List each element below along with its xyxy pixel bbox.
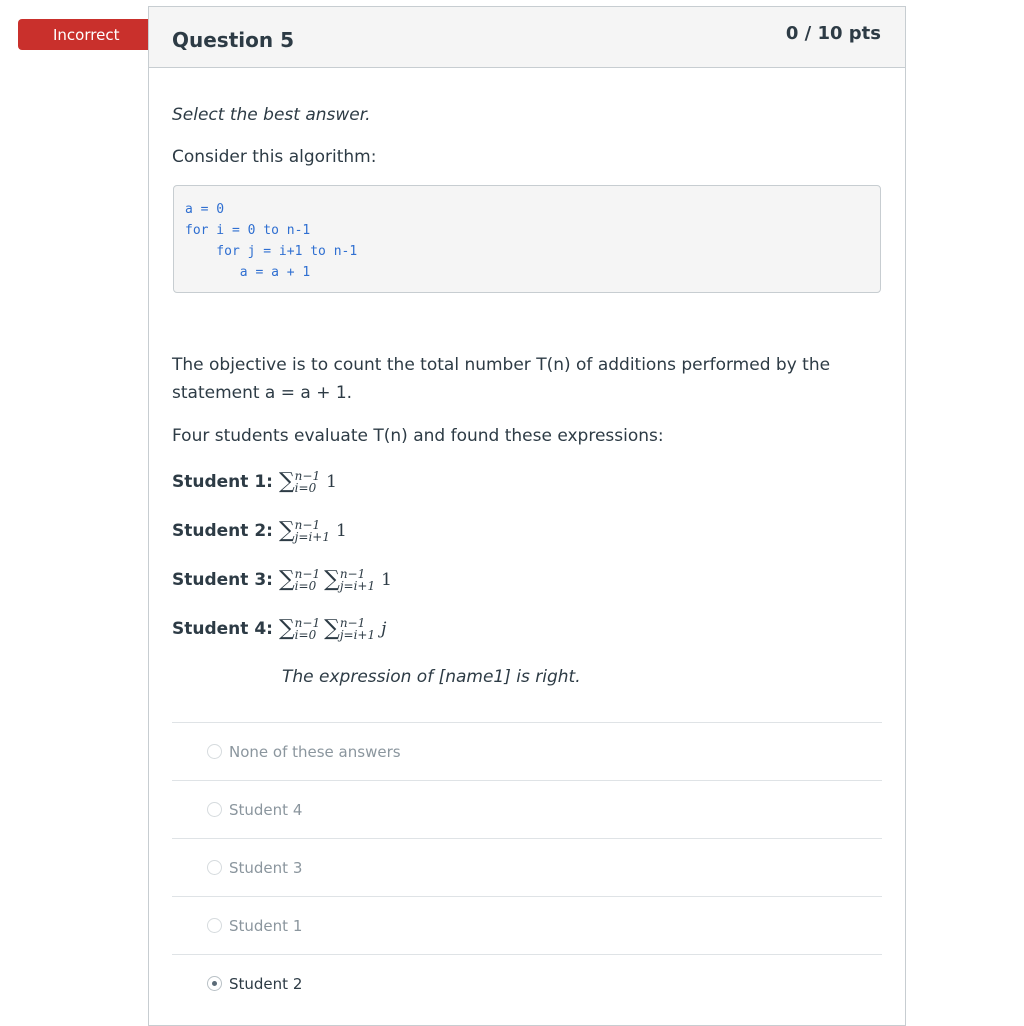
answer-label: Student 4 — [229, 800, 303, 819]
instruction-text: Select the best answer. — [172, 105, 371, 125]
radio-icon[interactable] — [207, 918, 222, 933]
question-title: Question 5 — [172, 28, 294, 52]
sum-symbol: ∑ — [278, 469, 295, 494]
student-label: Student 3: — [172, 570, 273, 590]
math-expression — [279, 617, 386, 641]
answer-option-selected[interactable] — [172, 954, 882, 1012]
objective-line-2: statement a = a + 1. — [172, 383, 353, 403]
sum-limits — [340, 617, 375, 641]
sum-limits — [295, 519, 330, 543]
objective-line-1: The objective is to count the total number T(n) of additions performed by the — [172, 355, 831, 375]
student-label: Student 2: — [172, 521, 273, 541]
code-line: for i = 0 to n-1 — [185, 223, 311, 238]
answer-label: Student 2 — [229, 974, 303, 993]
summand: 1 — [335, 521, 347, 541]
math-expression — [279, 519, 347, 543]
answer-list — [172, 722, 882, 1012]
upper-limit: n−1 — [339, 616, 366, 630]
answer-label: None of these answers — [229, 742, 401, 761]
summand: 1 — [326, 472, 337, 492]
answer-option[interactable] — [172, 896, 882, 954]
question-card — [148, 6, 906, 1026]
answer-option[interactable] — [172, 838, 882, 896]
answer-option[interactable] — [172, 780, 882, 838]
upper-limit: n−1 — [339, 567, 366, 581]
student-1-expression — [172, 470, 337, 494]
upper-limit: n−1 — [294, 567, 321, 581]
upper-limit: n−1 — [294, 616, 321, 630]
summand: j — [381, 619, 387, 639]
sum-limits — [295, 617, 320, 641]
lower-limit: j=i+1 — [294, 530, 330, 544]
student-label: Student 4: — [172, 619, 273, 639]
code-line: a = a + 1 — [185, 265, 311, 280]
lower-limit: j=i+1 — [339, 579, 376, 593]
upper-limit: n−1 — [294, 518, 321, 532]
sum-symbol: ∑ — [278, 518, 295, 543]
sum-symbol: ∑ — [324, 567, 340, 592]
summand: 1 — [381, 570, 392, 590]
question-header — [149, 7, 905, 68]
code-block — [173, 185, 881, 293]
sum-limits — [340, 568, 375, 592]
incorrect-badge — [18, 19, 149, 50]
math-expression — [279, 568, 392, 592]
sum-symbol: ∑ — [278, 567, 295, 592]
sum-symbol: ∑ — [324, 616, 340, 641]
student-2-expression — [172, 519, 347, 543]
radio-icon[interactable] — [207, 860, 222, 875]
code-line: for j = i+1 to n-1 — [185, 244, 358, 259]
lower-limit: j=i+1 — [339, 628, 376, 642]
four-students-text: Four students evaluate T(n) and found these expressions: — [172, 426, 664, 446]
student-label: Student 1: — [172, 472, 273, 492]
sum-symbol: ∑ — [278, 616, 295, 641]
upper-limit: n−1 — [294, 469, 321, 483]
answer-label: Student 3 — [229, 858, 303, 877]
student-4-expression — [172, 617, 386, 641]
consider-text: Consider this algorithm: — [172, 147, 377, 167]
radio-selected-icon[interactable] — [207, 976, 222, 991]
radio-icon[interactable] — [207, 802, 222, 817]
lower-limit: i=0 — [294, 628, 317, 642]
expression-statement: The expression of [name1] is right. — [282, 667, 581, 687]
lower-limit: i=0 — [294, 481, 317, 495]
sum-limits — [295, 470, 320, 494]
radio-icon[interactable] — [207, 744, 222, 759]
answer-label: Student 1 — [229, 916, 303, 935]
math-expression — [279, 470, 337, 494]
answer-option[interactable] — [172, 722, 882, 780]
lower-limit: i=0 — [294, 579, 317, 593]
badge-label: Incorrect — [53, 25, 120, 44]
student-3-expression — [172, 568, 392, 592]
sum-limits — [295, 568, 320, 592]
code-line: a = 0 — [185, 202, 225, 217]
question-points: 0 / 10 pts — [785, 23, 881, 44]
